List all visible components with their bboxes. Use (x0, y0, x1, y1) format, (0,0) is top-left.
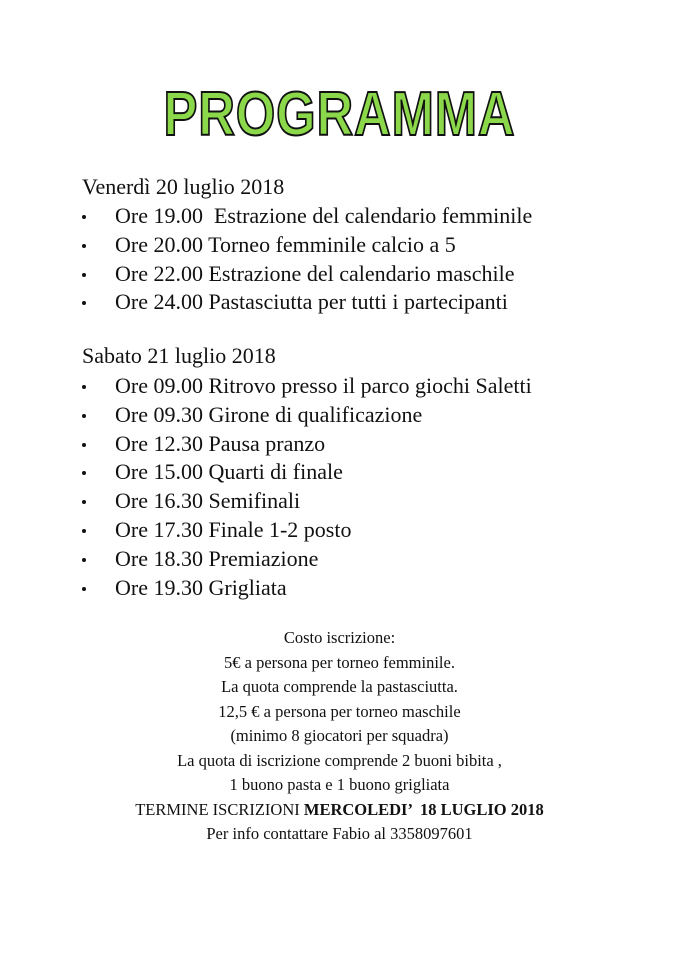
bullet-icon (82, 587, 86, 591)
list-item (82, 231, 532, 260)
info-line: 5€ a persona per torneo femminile. (224, 652, 455, 672)
day-heading-friday: Venerdì 20 luglio 2018 (82, 174, 285, 199)
registration-cost-heading: Costo iscrizione: (283, 628, 396, 647)
event-text: Ore 15.00 Quarti di finale (115, 459, 343, 485)
info-line: (minimo 8 giocatori per squadra) (230, 726, 449, 745)
list-item (82, 288, 532, 317)
registration-info (0, 626, 679, 847)
day-heading-saturday: Sabato 21 luglio 2018 (82, 343, 276, 368)
event-text: Ore 22.00 Estrazione del calendario maschile (115, 260, 515, 286)
friday-event-list (82, 202, 532, 317)
list-item (82, 260, 532, 289)
event-text: Ore 19.30 Grigliata (115, 574, 287, 600)
event-text: Ore 09.00 Ritrovo presso il parco giochi Saletti (115, 373, 532, 398)
bullet-icon (82, 273, 86, 277)
info-line: 12,5 € a persona per torneo maschile (218, 701, 461, 721)
list-item (82, 516, 532, 545)
bullet-icon (82, 558, 86, 562)
info-line: La quota comprende la pastasciutta. (221, 677, 458, 696)
saturday-event-list (82, 372, 532, 602)
info-line: 1 buono pasta e 1 buono grigliata (229, 775, 450, 794)
bullet-icon (82, 443, 86, 447)
deadline-date: MERCOLEDI’ 18 LUGLIO 2018 (303, 799, 544, 819)
event-text: Ore 18.30 Premiazione (115, 545, 319, 571)
bullet-icon (82, 385, 86, 389)
bullet-icon (82, 301, 86, 305)
event-text: Ore 24.00 Pastasciutta per tutti i partecipanti (115, 289, 508, 315)
event-text: Ore 19.00 Estrazione del calendario femminile (115, 203, 533, 228)
bullet-icon (82, 471, 86, 475)
list-item (82, 545, 532, 574)
list-item (82, 458, 532, 487)
event-text: Ore 17.30 Finale 1-2 posto (115, 516, 352, 542)
bullet-icon (82, 414, 86, 418)
deadline-prefix: TERMINE ISCRIZIONI (135, 799, 304, 819)
bullet-icon (82, 500, 86, 504)
contact-line: Per info contattare Fabio al 3358097601 (206, 824, 473, 843)
event-text: Ore 16.30 Semifinali (115, 488, 301, 514)
list-item (82, 430, 532, 459)
list-item (82, 487, 532, 516)
event-text: Ore 20.00 Torneo femminile calcio a 5 (115, 231, 456, 257)
list-item (82, 372, 532, 401)
registration-deadline (0, 798, 679, 823)
event-text: Ore 09.30 Girone di qualificazione (115, 401, 423, 427)
bullet-icon (82, 529, 86, 533)
list-item (82, 401, 532, 430)
bullet-icon (82, 244, 86, 248)
page-title: PROGRAMMA (163, 80, 516, 149)
event-text: Ore 12.30 Pausa pranzo (115, 430, 326, 456)
list-item (82, 202, 532, 231)
list-item (82, 574, 532, 603)
info-line: La quota di iscrizione comprende 2 buoni bibita , (177, 750, 502, 770)
bullet-icon (82, 215, 86, 219)
